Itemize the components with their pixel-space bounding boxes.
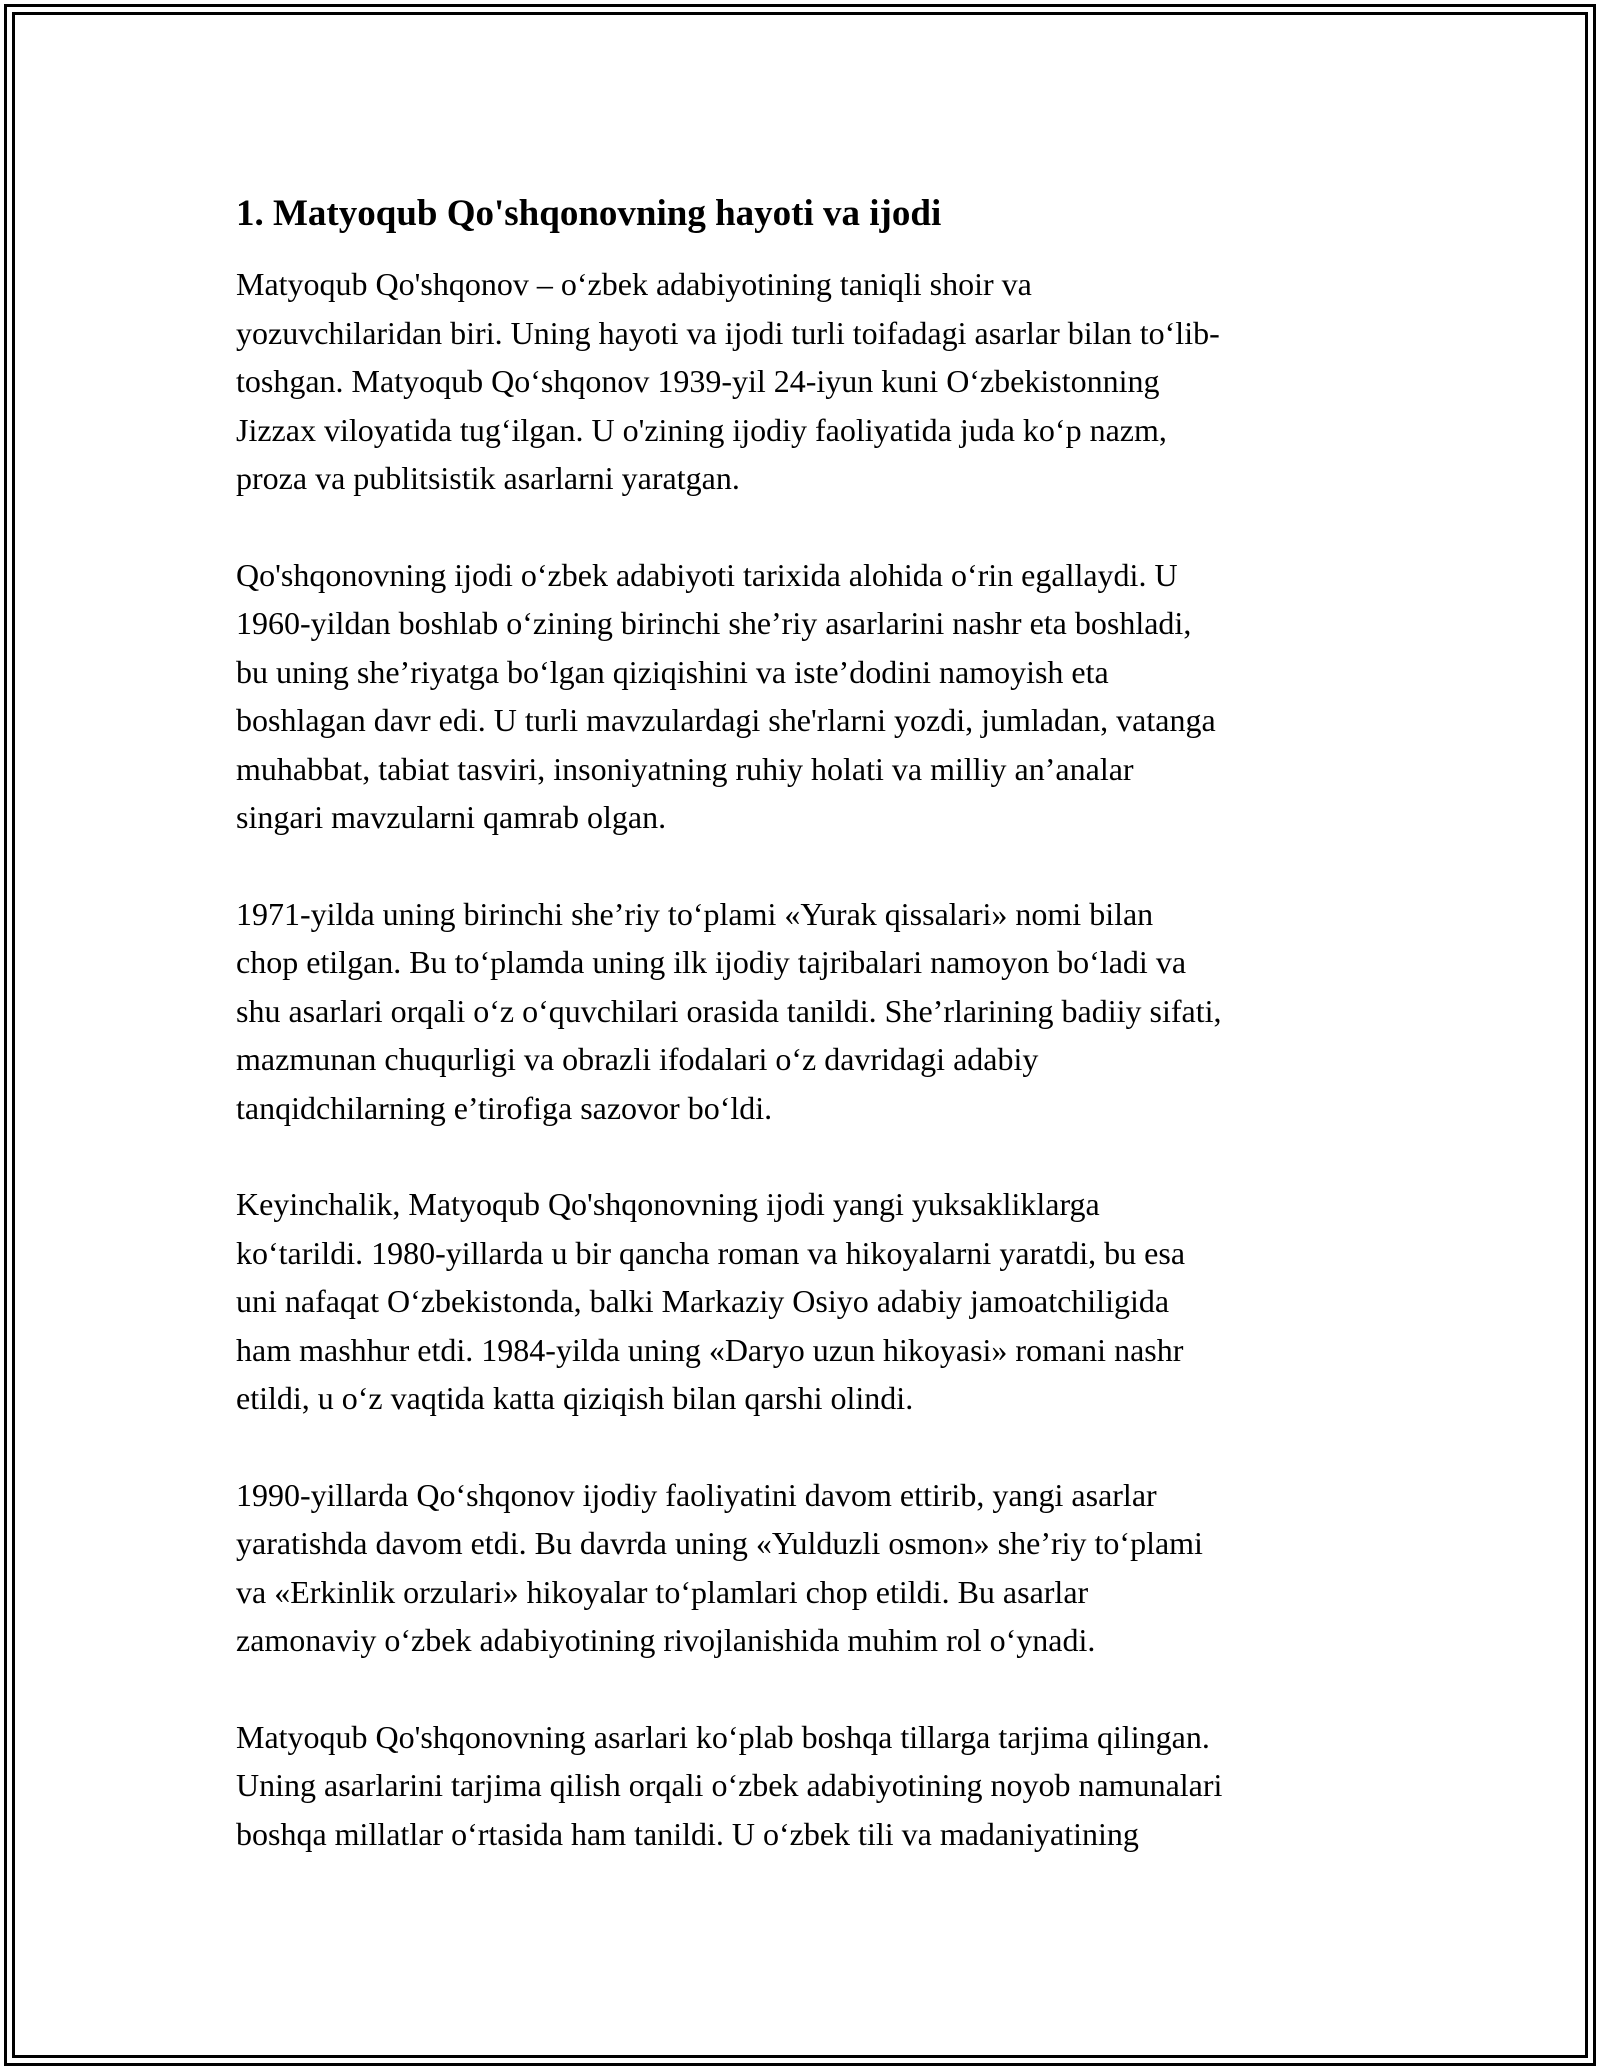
paragraph [236, 551, 1376, 842]
paragraph-line: singari mavzularni qamrab olgan. [236, 799, 667, 835]
paragraph-line: 1971-yilda uning birinchi she’riy to‘plami «Yurak qissalari» nomi bilan [236, 895, 1154, 932]
paragraph [236, 890, 1376, 1133]
paragraph-line: boshlagan davr edi. U turli mavzulardagi she'rlarni yozdi, jumladan, vatanga [236, 702, 1216, 738]
paragraph [236, 1471, 1376, 1665]
document-body [236, 190, 1376, 1906]
paragraph-line: Matyoqub Qo'shqonov – o‘zbek adabiyotining taniqli shoir va [236, 266, 1032, 302]
section-heading: 1. Matyoqub Qo'shqonovning hayoti va ijodi [236, 193, 942, 234]
paragraph-line: Keyinchalik, Matyoqub Qo'shqonovning ijodi yangi yuksakliklarga [236, 1186, 1100, 1222]
paragraph [236, 260, 1376, 503]
paragraph-line: Jizzax viloyatida tug‘ilgan. U o'zining ijodiy faoliyatida juda ko‘p nazm, [236, 411, 1167, 448]
paragraph-line: boshqa millatlar o‘rtasida ham tanildi. U o‘zbek tili va madaniyatining [236, 1815, 1139, 1852]
paragraph [236, 1713, 1376, 1859]
paragraph-line: 1990-yillarda Qo‘shqonov ijodiy faoliyatini davom ettirib, yangi asarlar [236, 1476, 1157, 1513]
paragraph-line: shu asarlari orqali o‘z o‘quvchilari orasida tanildi. She’rlarining badiiy sifati, [236, 992, 1222, 1029]
paragraph-line: Uning asarlarini tarjima qilish orqali o‘zbek adabiyotining noyob namunalari [236, 1767, 1223, 1803]
paragraph-line: bu uning she’riyatga bo‘lgan qiziqishini va iste’dodini namoyish eta [236, 653, 1109, 690]
paragraph-line: ham mashhur etdi. 1984-yilda uning «Daryo uzun hikoyasi» romani nashr [236, 1331, 1184, 1368]
paragraph-line: Matyoqub Qo'shqonovning asarlari ko‘plab boshqa tillarga tarjima qilingan. [236, 1718, 1210, 1755]
paragraph-line: muhabbat, tabiat tasviri, insoniyatning ruhiy holati va milliy an’analar [236, 750, 1134, 787]
paragraph-line: yozuvchilaridan biri. Uning hayoti va ijodi turli toifadagi asarlar bilan to‘lib- [236, 314, 1220, 351]
paragraph-line: zamonaviy o‘zbek adabiyotining rivojlanishida muhim rol o‘ynadi. [236, 1622, 1096, 1658]
paragraph-line: toshgan. Matyoqub Qo‘shqonov 1939-yil 24-iyun kuni O‘zbekistonning [236, 363, 1160, 399]
paragraph-line: etildi, u o‘z vaqtida katta qiziqish bilan qarshi olindi. [236, 1380, 914, 1416]
paragraph-line: 1960-yildan boshlab o‘zining birinchi she’riy asarlarini nashr eta boshladi, [236, 605, 1192, 641]
paragraph-line: Qo'shqonovning ijodi o‘zbek adabiyoti tarixida alohida o‘rin egallaydi. U [236, 556, 1178, 593]
paragraph-line: ko‘tarildi. 1980-yillarda u bir qancha roman va hikoyalarni yaratdi, bu esa [236, 1234, 1186, 1271]
paragraph-list [236, 260, 1376, 1858]
paragraph-line: va «Erkinlik orzulari» hikoyalar to‘plamlari chop etildi. Bu asarlar [236, 1573, 1089, 1610]
paragraph-line: mazmunan chuqurligi va obrazli ifodalari o‘z davridagi adabiy [236, 1041, 1039, 1077]
paragraph-line: chop etilgan. Bu to‘plamda uning ilk ijodiy tajribalari namoyon bo‘ladi va [236, 944, 1187, 980]
paragraph [236, 1180, 1376, 1423]
paragraph-line: yaratishda davom etdi. Bu davrda uning «Yulduzli osmon» she’riy to‘plami [236, 1525, 1203, 1561]
paragraph-line: uni nafaqat O‘zbekistonda, balki Markaziy Osiyo adabiy jamoatchiligida [236, 1283, 1170, 1319]
paragraph-line: proza va publitsistik asarlarni yaratgan. [236, 460, 740, 496]
paragraph-line: tanqidchilarning e’tirofiga sazovor bo‘ldi. [236, 1089, 773, 1126]
